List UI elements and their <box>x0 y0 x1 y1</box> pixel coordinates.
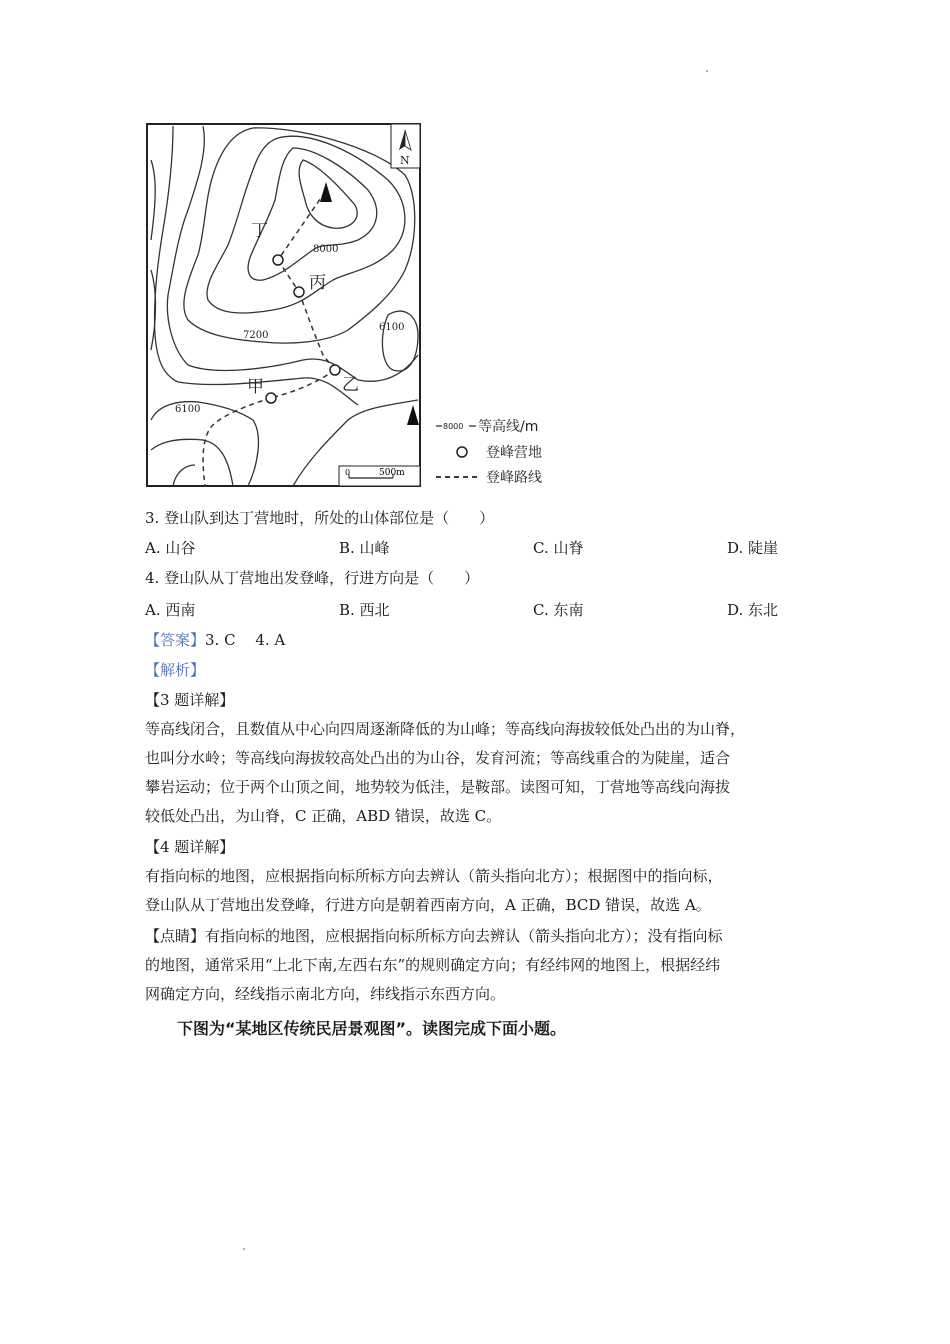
scan-dot <box>243 1248 245 1250</box>
legend-camp-label: 登峰营地 <box>486 445 542 461</box>
camp-ding <box>273 255 283 265</box>
label-ding: 丁 <box>251 221 268 241</box>
tip-tag: 【点睛】 <box>145 927 206 945</box>
legend-camp-icon <box>457 447 467 457</box>
tip-line: 网确定方向，经线指示南北方向，纬线指示东西方向。 <box>145 985 506 1003</box>
legend-contour-label: 等高线/m <box>478 419 539 435</box>
camp-yi <box>330 365 340 375</box>
map-legend <box>434 416 574 488</box>
next-section-intro: 下图为“某地区传统民居景观图”。读图完成下面小题。 <box>177 1019 567 1038</box>
question-4-stem: 4. 登山队从丁营地出发登峰，行进方向是（ ） <box>145 569 480 587</box>
scale-bar <box>339 466 420 486</box>
q3-option-d[interactable]: D. 陡崖 <box>727 539 779 557</box>
q4-option-b[interactable]: B. 西北 <box>339 601 390 619</box>
answer-line <box>145 630 285 650</box>
contour-label-6100-west: 6100 <box>175 404 201 415</box>
label-yi: 乙 <box>342 375 359 395</box>
detail-4-line: 登山队从丁营地出发登峰，行进方向是朝着西南方向，A 正确，BCD 错误，故选 A。 <box>145 896 711 914</box>
q4-option-c[interactable]: C. 东南 <box>533 601 584 619</box>
detail-3-line: 等高线闭合，且数值从中心向四周逐渐降低的为山峰；等高线向海拔较低处凸出的为山脊， <box>145 720 746 738</box>
contour-label-6100-east: 6100 <box>379 322 405 333</box>
contour-map <box>143 120 423 490</box>
analysis-tag: 【解析】 <box>145 661 206 679</box>
legend-contour-value: 8000 <box>443 422 464 431</box>
q3-option-c[interactable]: C. 山脊 <box>533 539 584 557</box>
legend-route-label: 登峰路线 <box>486 470 542 486</box>
answer-tag: 【答案】 <box>145 631 206 649</box>
camp-bing <box>294 287 304 297</box>
q4-option-a[interactable]: A. 西南 <box>145 601 196 619</box>
question-3-stem: 3. 登山队到达丁营地时，所处的山体部位是（ ） <box>145 509 495 527</box>
detail-3-body <box>145 715 815 831</box>
scan-dot <box>706 70 708 72</box>
svg-text:0: 0 <box>345 468 351 477</box>
camp-jia <box>266 393 276 403</box>
svg-text:500m: 500m <box>379 468 405 478</box>
contour-label-7200: 7200 <box>243 330 269 341</box>
tip-line: 有指向标的地图，应根据指向标所标方向去辨认（箭头指向北方）；没有指向标 <box>205 927 723 945</box>
detail-4-heading: 【4 题详解】 <box>145 838 235 856</box>
north-arrow-icon <box>391 124 420 168</box>
tip-line: 的地图，通常采用“上北下南,左西右东”的规则确定方向；有经纬网的地图上，根据经纬 <box>145 956 721 974</box>
contour-label-8000: 8000 <box>313 244 339 255</box>
label-jia: 甲 <box>247 377 264 397</box>
q3-option-b[interactable]: B. 山峰 <box>339 539 390 557</box>
svg-text:N: N <box>400 154 410 167</box>
detail-3-line: 较低处凸出，为山脊，C 正确，ABD 错误，故选 C。 <box>145 807 502 825</box>
q4-option-d[interactable]: D. 东北 <box>727 601 779 619</box>
detail-3-line: 也叫分水岭；等高线向海拔较高处凸出的为山谷，发育河流；等高线重合的为陡崖，适合 <box>145 749 731 767</box>
tip-body <box>145 922 815 1009</box>
answer-text: 3. C 4. A <box>205 631 286 649</box>
detail-3-line: 攀岩运动；位于两个山顶之间，地势较为低洼，是鞍部。读图可知，丁营地等高线向海拔 <box>145 778 731 796</box>
detail-3-heading: 【3 题详解】 <box>145 691 235 709</box>
detail-4-body <box>145 862 815 920</box>
q3-option-a[interactable]: A. 山谷 <box>145 539 196 557</box>
detail-4-line: 有指向标的地图，应根据指向标所标方向去辨认（箭头指向北方）；根据图中的指向标， <box>145 867 723 885</box>
label-bing: 丙 <box>309 273 326 293</box>
